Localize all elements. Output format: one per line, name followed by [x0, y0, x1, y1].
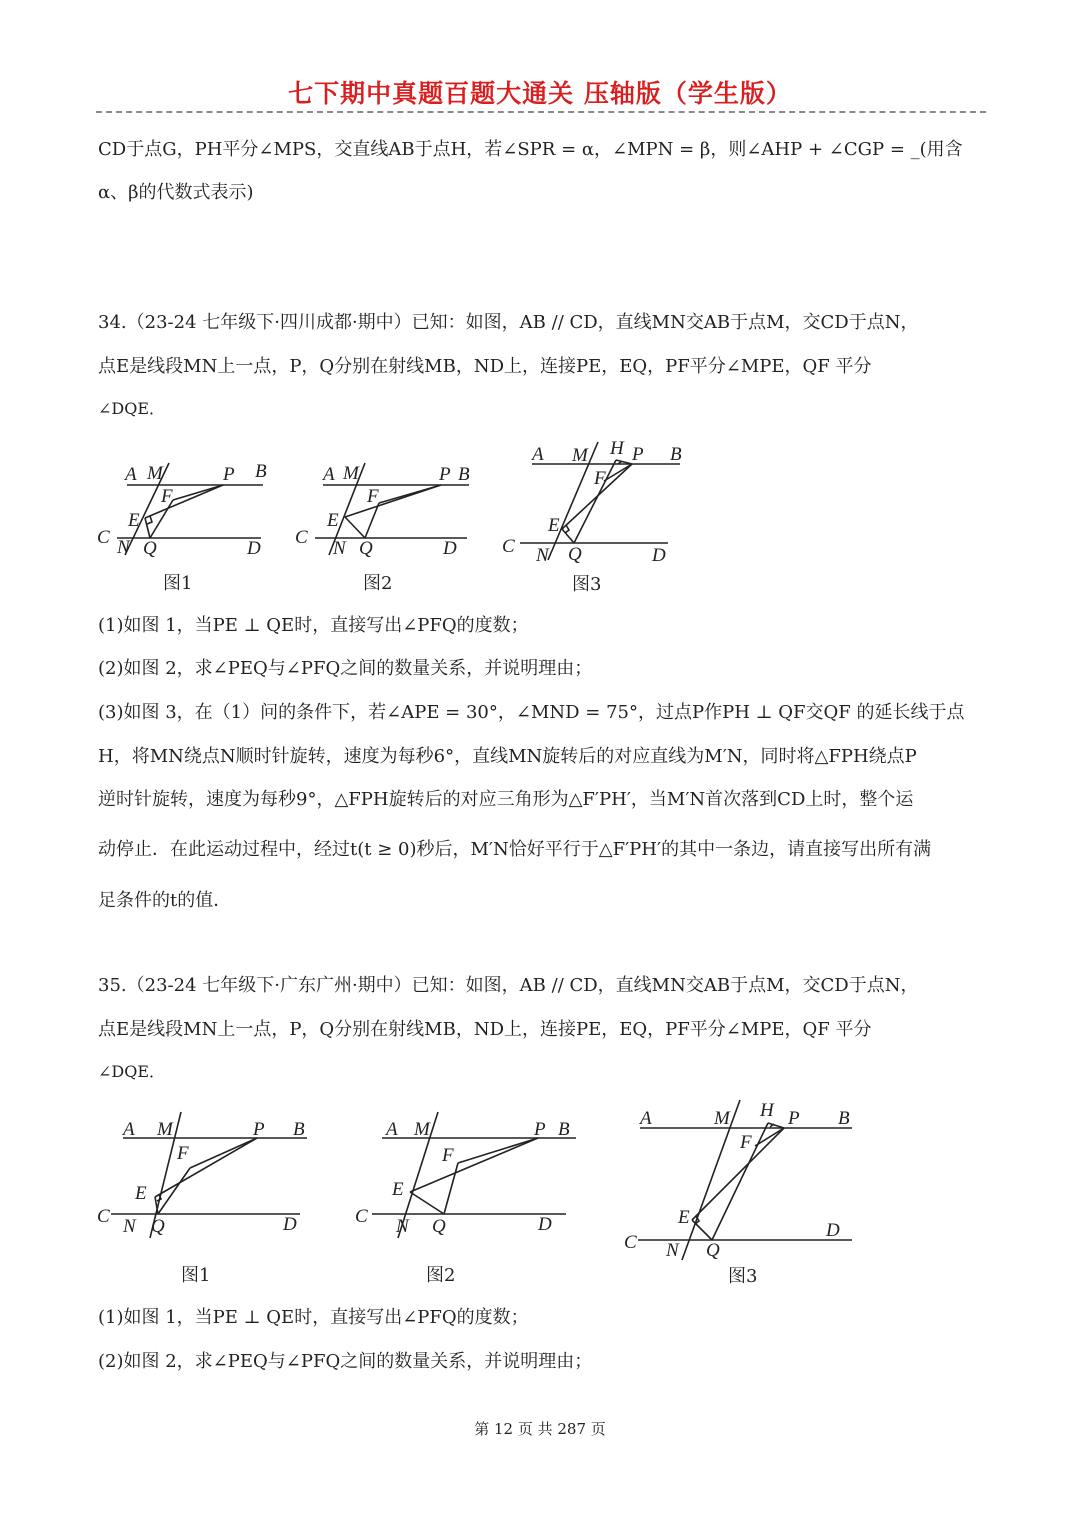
label-p: P: [223, 464, 235, 485]
label-f: F: [740, 1132, 752, 1153]
label-q: Q: [151, 1216, 165, 1237]
q34-line-2: 点E是线段MN上一点，P，Q分别在射线MB，ND上，连接PE，EQ，PF平分∠MPE，QF 平分: [98, 356, 872, 377]
label-p: P: [534, 1119, 546, 1140]
q35-fig-1-caption: 图1: [181, 1265, 211, 1286]
q34-sub3-line-5: 足条件的t的值．: [98, 890, 232, 911]
segment-pf: [379, 485, 441, 503]
label-f: F: [594, 468, 606, 489]
page-header-title: 七下期中真题百题大通关 压轴版（学生版）: [288, 79, 792, 108]
label-m: M: [572, 445, 588, 466]
page-footer: 第 12 页 共 287 页: [474, 1420, 606, 1438]
segment-qf: [158, 1168, 190, 1214]
label-e: E: [678, 1207, 690, 1228]
label-n: N: [536, 545, 549, 566]
label-e: E: [135, 1183, 147, 1204]
segment-pf: [173, 485, 223, 500]
label-m: M: [414, 1119, 430, 1140]
label-b: B: [293, 1119, 305, 1140]
q33-line-2: α、β的代数式表示): [98, 182, 254, 203]
label-h: H: [760, 1100, 774, 1121]
segment-qf: [444, 1163, 458, 1214]
q34-fig-1-caption: 图1: [163, 573, 193, 594]
header-divider: [96, 111, 986, 113]
q35-figure-1: [95, 1108, 315, 1293]
q35-figure-2-svg: [352, 1108, 582, 1293]
label-f: F: [442, 1145, 454, 1166]
q34-figure-3: [500, 436, 700, 596]
label-f: F: [177, 1143, 189, 1164]
segment-pf: [190, 1138, 257, 1168]
segment-eq: [145, 518, 150, 538]
q34-figure-3-svg: [500, 436, 700, 596]
label-f: F: [161, 486, 173, 507]
label-m: M: [343, 463, 359, 484]
q34-fig-2-caption: 图2: [363, 573, 393, 594]
label-q: Q: [568, 544, 582, 565]
label-d: D: [826, 1220, 840, 1241]
label-b: B: [558, 1119, 570, 1140]
q35-fig-2-caption: 图2: [426, 1265, 456, 1286]
segment-pe: [410, 1138, 538, 1192]
q34-figure-2-svg: [293, 455, 483, 595]
label-n: N: [666, 1240, 679, 1261]
label-b: B: [670, 444, 682, 465]
label-q: Q: [432, 1216, 446, 1237]
q34-sub3-line-4: 动停止．在此运动过程中，经过t(t ≥ 0)秒后，M′N恰好平行于△F′PH′的其中一条边，请直接写出所有满: [98, 839, 932, 860]
label-p: P: [253, 1119, 265, 1140]
label-m: M: [157, 1119, 173, 1140]
label-a: A: [125, 464, 137, 485]
segment-pe: [692, 1128, 784, 1220]
q35-line-3: ∠DQE．: [98, 1062, 166, 1081]
label-p: P: [788, 1108, 800, 1129]
segment-eq: [345, 517, 365, 538]
label-a: A: [123, 1119, 135, 1140]
label-q: Q: [706, 1240, 720, 1261]
q34-figure-1-svg: [95, 455, 285, 595]
label-p: P: [439, 464, 451, 485]
segment-pf: [604, 464, 632, 481]
q35-line-2: 点E是线段MN上一点，P，Q分别在射线MB，ND上，连接PE，EQ，PF平分∠MPE，QF 平分: [98, 1019, 872, 1040]
segment-pe: [155, 1138, 257, 1197]
label-e: E: [128, 510, 140, 531]
label-q: Q: [143, 538, 157, 559]
label-m: M: [714, 1108, 730, 1129]
q33-line-1: CD于点G，PH平分∠MPS，交直线AB于点H，若∠SPR = α，∠MPN = β，则∠AHP + ∠CGP = _(用含: [98, 139, 963, 160]
q35-sub1: (1)如图 1，当PE ⊥ QE时，直接写出∠PFQ的度数；: [98, 1307, 529, 1328]
q34-sub1: (1)如图 1，当PE ⊥ QE时，直接写出∠PFQ的度数；: [98, 615, 529, 636]
label-e: E: [392, 1179, 404, 1200]
label-c: C: [502, 536, 515, 557]
q35-figure-3-svg: [620, 1096, 860, 1291]
label-d: D: [283, 1214, 297, 1235]
label-p: P: [632, 444, 644, 465]
label-c: C: [97, 527, 110, 548]
label-d: D: [652, 545, 666, 566]
q34-line-1: 34.（23-24 七年级下·四川成都·期中）已知：如图，AB // CD，直线MN交AB于点M，交CD于点N，: [98, 312, 919, 333]
q34-line-3: ∠DQE．: [98, 399, 166, 418]
label-c: C: [624, 1232, 637, 1253]
label-m: M: [147, 463, 163, 484]
label-c: C: [295, 527, 308, 548]
label-c: C: [355, 1206, 368, 1227]
label-a: A: [386, 1119, 398, 1140]
q34-sub2: (2)如图 2，求∠PEQ与∠PFQ之间的数量关系，并说明理由；: [98, 658, 593, 679]
q34-sub3-line-3: 逆时针旋转，速度为每秒9°，△FPH旋转后的对应三角形为△F′PH′，当M′N首次落到CD上时，整个运: [98, 789, 914, 810]
q35-figure-1-svg: [95, 1108, 315, 1293]
label-h: H: [610, 438, 624, 459]
q34-sub3-line-2: H，将MN绕点N顺时针旋转，速度为每秒6°，直线MN旋转后的对应直线为M′N，同时将△FPH绕点P: [98, 746, 917, 767]
label-n: N: [123, 1216, 136, 1237]
label-d: D: [443, 538, 457, 559]
label-b: B: [255, 461, 267, 482]
label-q: Q: [359, 538, 373, 559]
label-d: D: [538, 1214, 552, 1235]
label-c: C: [97, 1206, 110, 1227]
label-b: B: [458, 464, 470, 485]
q35-figure-3: [620, 1096, 860, 1291]
label-e: E: [548, 515, 560, 536]
label-e: E: [327, 510, 339, 531]
label-n: N: [333, 538, 346, 559]
segment-pf: [458, 1138, 538, 1163]
label-n: N: [117, 537, 130, 558]
q35-figure-2: [352, 1108, 582, 1293]
q35-fig-3-caption: 图3: [728, 1266, 758, 1287]
q34-figure-1: [95, 455, 285, 595]
label-f: F: [367, 486, 379, 507]
q34-fig-3-caption: 图3: [572, 574, 602, 595]
q35-line-1: 35.（23-24 七年级下·广东广州·期中）已知：如图，AB // CD，直线MN交AB于点M，交CD于点N，: [98, 975, 919, 996]
q34-sub3-line-1: (3)如图 3，在（1）问的条件下，若∠APE = 30°，∠MND = 75°，过点P作PH ⊥ QF交QF 的延长线于点: [98, 702, 965, 723]
q34-figure-2: [293, 455, 483, 595]
label-a: A: [323, 464, 335, 485]
label-a: A: [532, 444, 544, 465]
label-d: D: [247, 538, 261, 559]
label-n: N: [396, 1216, 409, 1237]
segment-eq: [410, 1192, 444, 1214]
label-a: A: [640, 1108, 652, 1129]
q35-sub2: (2)如图 2，求∠PEQ与∠PFQ之间的数量关系，并说明理由；: [98, 1351, 593, 1372]
label-b: B: [838, 1108, 850, 1129]
